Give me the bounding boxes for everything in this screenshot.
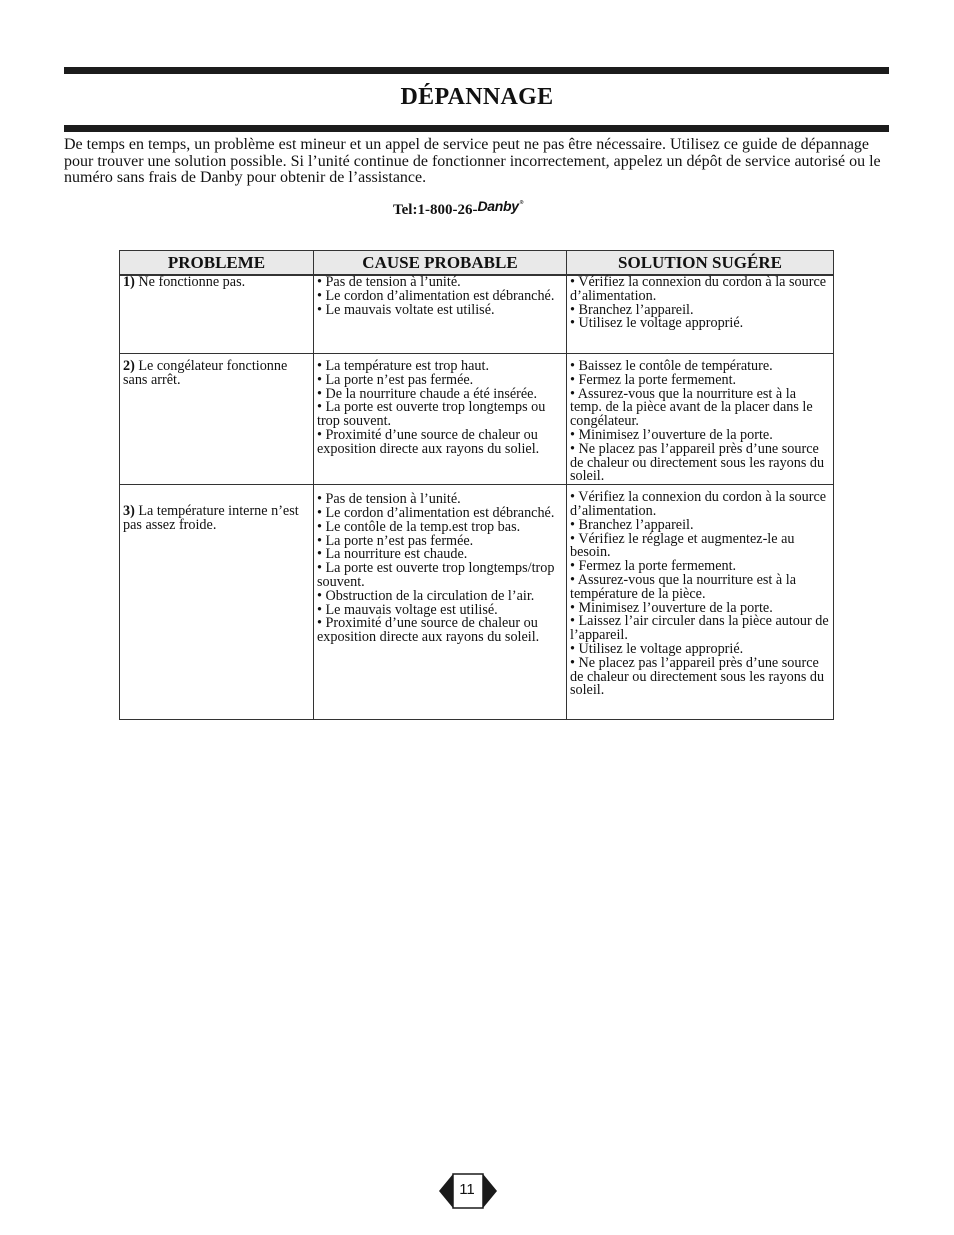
- solution-item: • Branchez l’appareil.: [570, 516, 694, 533]
- cause-cell: [314, 354, 567, 485]
- phone-prefix: Tel:1-800-26-: [393, 202, 478, 218]
- cause-cell: [314, 485, 567, 720]
- solution-item: • Vérifiez la connexion du cordon à la source d’alimentation.: [570, 489, 827, 519]
- cause-item: • De la nourriture chaude a été insérée.: [317, 385, 538, 402]
- troubleshooting-table: [119, 250, 834, 720]
- table-row: [120, 485, 834, 720]
- header-solution: SOLUTION SUGÉRE: [567, 251, 834, 276]
- solution-item: • Baissez le contôle de température.: [570, 358, 773, 374]
- solution-item: • Utilisez le voltage approprié.: [570, 315, 744, 332]
- table-row: [120, 354, 834, 485]
- solution-item: • Vérifiez la connexion du cordon à la source d’alimentation.: [570, 274, 827, 304]
- cause-item: • La porte n’est pas fermée.: [317, 371, 474, 388]
- problem-text: Ne fonctionne pas.: [138, 274, 246, 290]
- top-rule: [64, 67, 889, 74]
- solution-cell: [567, 485, 834, 720]
- solution-item: • Vérifiez le réglage et augmentez-le au besoin.: [570, 530, 795, 561]
- solution-item: • Assurez-vous que la nourriture est à la temp. de la pièce avant de la placer dans le congélateur.: [570, 385, 813, 430]
- cause-item: • Proximité d’une source de chaleur ou exposition directe aux rayons du soliel.: [317, 426, 540, 457]
- problem-number: 3): [123, 503, 135, 520]
- solution-cell: [567, 275, 834, 354]
- cause-item: • Le mauvais voltate est utilisé.: [317, 301, 495, 318]
- solution-item: • Assurez-vous que la nourriture est à la température de la pièce.: [570, 571, 796, 602]
- registered-mark: ®: [519, 200, 524, 206]
- cause-item: • Le cordon d’alimentation est débranché.: [317, 504, 555, 521]
- cause-item: • La nourriture est chaude.: [317, 546, 468, 563]
- problem-text: La température interne n’est pas assez froide.: [123, 503, 299, 533]
- cause-cell: [314, 275, 567, 354]
- cause-item: • La porte n’est pas fermée.: [317, 532, 474, 549]
- title-rule: [64, 125, 889, 132]
- solution-item: • Minimisez l’ouverture de la porte.: [570, 599, 773, 616]
- cause-item: • Pas de tension à l’unité.: [317, 274, 461, 290]
- header-probleme: PROBLEME: [120, 251, 314, 276]
- danby-logo: [477, 198, 518, 214]
- problem-cell: [120, 485, 314, 720]
- solution-item: • Fermez la porte fermement.: [570, 558, 737, 575]
- cause-item: • Le contôle de la temp.est trop bas.: [317, 518, 521, 535]
- solution-item: • Ne placez pas l’appareil près d’une source de chaleur ou directement sous les rayons du soleil.: [570, 440, 825, 485]
- table-row: [120, 275, 834, 354]
- header-cause-probable: CAUSE PROBABLE: [314, 251, 567, 276]
- intro-paragraph: De temps en temps, un problème est mineur et un appel de service peut ne pas être nécessaire. Utilisez ce guide de dépannage pour trouver une solution possible. Si l’unité continue de fonctionner incorrectement, appelez un dépôt de service autorisé ou le numéro sans frais de Danby pour obtenir de l’assistance.: [64, 136, 881, 186]
- danby-logo-text: Danby: [477, 198, 519, 214]
- solution-item: • Utilisez le voltage approprié.: [570, 640, 744, 657]
- cause-item: • La porte est ouverte trop longtemps ou trop souvent.: [317, 399, 546, 430]
- cause-item: • Proximité d’une source de chaleur ou exposition directe aux rayons du soleil.: [317, 615, 540, 646]
- problem-cell: [120, 354, 314, 485]
- solution-cell: [567, 354, 834, 485]
- cause-item: • Le cordon d’alimentation est débranché.: [317, 287, 555, 304]
- cause-item: • Pas de tension à l’unité.: [317, 491, 461, 508]
- solution-item: • Ne placez pas l’appareil près d’une source de chaleur ou directement sous les rayons du soleil.: [570, 654, 825, 699]
- cause-item: • Obstruction de la circulation de l’air.: [317, 587, 535, 604]
- phone-line: [393, 198, 524, 219]
- table-header-row: [120, 251, 834, 276]
- page-number: 11: [459, 1181, 475, 1198]
- page-title: DÉPANNAGE: [400, 84, 554, 110]
- cause-item: • La porte est ouverte trop longtemps/trop souvent.: [317, 560, 555, 590]
- problem-number: 2): [123, 358, 135, 374]
- problem-cell: [120, 275, 314, 354]
- solution-item: • Branchez l’appareil.: [570, 301, 694, 318]
- cause-item: • Le mauvais voltage est utilisé.: [317, 601, 498, 618]
- solution-item: • Minimisez l’ouverture de la porte.: [570, 426, 773, 443]
- solution-item: • Fermez la porte fermement.: [570, 371, 737, 388]
- cause-item: • La température est trop haut.: [317, 358, 489, 374]
- solution-item: • Laissez l’air circuler dans la pièce autour de l’appareil.: [570, 613, 829, 644]
- problem-number: 1): [123, 274, 135, 290]
- problem-text: Le congélateur fonctionne sans arrêt.: [123, 358, 288, 388]
